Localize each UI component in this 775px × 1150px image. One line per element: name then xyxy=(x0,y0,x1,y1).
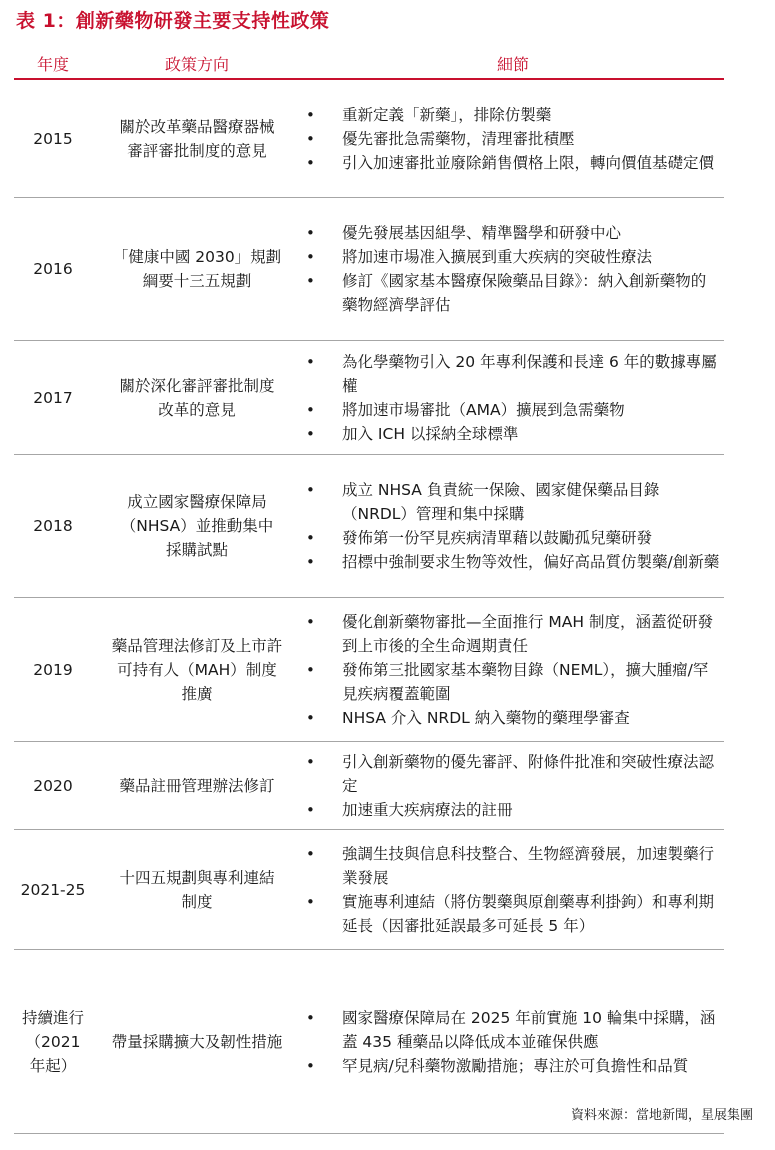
detail-item: • 引入創新藥物的優先審評、附條件批准和突破性療法認定 xyxy=(302,750,720,798)
row-direction: 「健康中國 2030」規劃綱要十三五規劃 xyxy=(112,248,282,290)
detail-item: • 罕見病/兒科藥物激勵措施；專注於可負擔性和品質 xyxy=(302,1054,720,1078)
detail-item: • 將加速市場審批（AMA）擴展到急需藥物 xyxy=(302,398,720,422)
row-year: 2017 xyxy=(33,388,73,407)
row-year: 2021-25 xyxy=(20,880,86,899)
detail-item: • 優化創新藥物審批—全面推行 MAH 制度，涵蓋從研發到上市後的全生命週期責任 xyxy=(302,610,720,658)
row-direction: 關於深化審評審批制度改革的意見 xyxy=(119,376,275,419)
row-direction: 藥品管理法修訂及上市許可持有人（MAH）制度推廣 xyxy=(111,636,283,703)
detail-item: • 強調生技與信息科技整合、生物經濟發展，加速製藥行業發展 xyxy=(302,842,720,890)
detail-item: • 加速重大疾病療法的註冊 xyxy=(302,798,720,822)
detail-item: • 引入加速審批並廢除銷售價格上限，轉向價值基礎定價 xyxy=(302,151,720,175)
detail-item: • 發佈第三批國家基本藥物目錄（NEML），擴大腫瘤/罕見疾病覆蓋範圍 xyxy=(302,658,720,706)
table-header xyxy=(14,48,724,80)
table-row xyxy=(14,455,724,598)
source-note: 資料來源：當地新聞，星展集團 xyxy=(570,1108,753,1123)
row-details xyxy=(302,221,724,317)
row-year: 2016 xyxy=(33,260,73,278)
row-details xyxy=(302,478,724,574)
table-row xyxy=(14,742,724,830)
detail-item: • 為化學藥物引入 20 年專利保護和長達 6 年的數據專屬權 xyxy=(302,350,720,398)
detail-item: • 國家醫療保障局在 2025 年前實施 10 輪集中採購，涵蓋 435 種藥品以降低成本並確保供應 xyxy=(302,1006,720,1054)
detail-item: • 優先發展基因組學、精準醫學和研發中心 xyxy=(302,221,720,245)
row-details xyxy=(302,1006,724,1078)
detail-item: • NHSA 介入 NRDL 納入藥物的藥理學審查 xyxy=(302,706,720,730)
row-details xyxy=(302,610,724,730)
row-details xyxy=(302,842,724,938)
detail-item: • 加入 ICH 以採納全球標準 xyxy=(302,422,720,446)
detail-item: • 修訂《國家基本醫療保險藥品目錄》：納入創新藥物的藥物經濟學評估 xyxy=(302,269,720,317)
detail-item: • 重新定義「新藥」，排除仿製藥 xyxy=(302,103,720,127)
row-direction: 藥品註冊管理辦法修訂 xyxy=(119,776,275,795)
detail-item: • 招標中強制要求生物等效性，偏好高品質仿製藥/創新藥 xyxy=(302,550,720,574)
row-year: 2015 xyxy=(33,129,73,148)
row-direction: 十四五規劃與專利連結制度 xyxy=(119,868,275,911)
header-details: 細節 xyxy=(496,54,529,74)
row-details xyxy=(302,103,724,175)
detail-item: • 將加速市場准入擴展到重大疾病的突破性療法 xyxy=(302,245,720,269)
table-row xyxy=(14,341,724,455)
detail-item: • 實施專利連結（將仿製藥與原創藥專利掛鉤）和專利期延長（因審批延誤最多可延長 5 年） xyxy=(302,890,720,938)
header-direction: 政策方向 xyxy=(164,54,229,74)
row-year: 持續進行（2021 年起） xyxy=(21,1008,84,1075)
policy-table xyxy=(14,48,724,1134)
detail-item: • 發佈第一份罕見疾病清單藉以鼓勵孤兒藥研發 xyxy=(302,526,720,550)
detail-item: • 成立 NHSA 負責統一保險、國家健保藥品目錄（NRDL）管理和集中採購 xyxy=(302,478,720,526)
row-year: 2018 xyxy=(33,517,73,535)
row-direction: 成立國家醫療保障局（NHSA）並推動集中採購試點 xyxy=(120,493,274,559)
table-row xyxy=(14,598,724,742)
table-row xyxy=(14,198,724,341)
row-year: 2019 xyxy=(33,660,73,679)
row-direction: 關於改革藥品醫療器械審評審批制度的意見 xyxy=(119,117,275,160)
row-details xyxy=(302,350,724,446)
table-title: 表 1：創新藥物研發主要支持性政策 xyxy=(16,10,330,32)
row-direction: 帶量採購擴大及韌性措施 xyxy=(111,1032,283,1051)
row-details xyxy=(302,750,724,822)
table-row xyxy=(14,830,724,950)
row-year: 2020 xyxy=(33,776,73,795)
table-row xyxy=(14,80,724,198)
header-year: 年度 xyxy=(36,54,69,74)
detail-item: • 優先審批急需藥物，清理審批積壓 xyxy=(302,127,720,151)
